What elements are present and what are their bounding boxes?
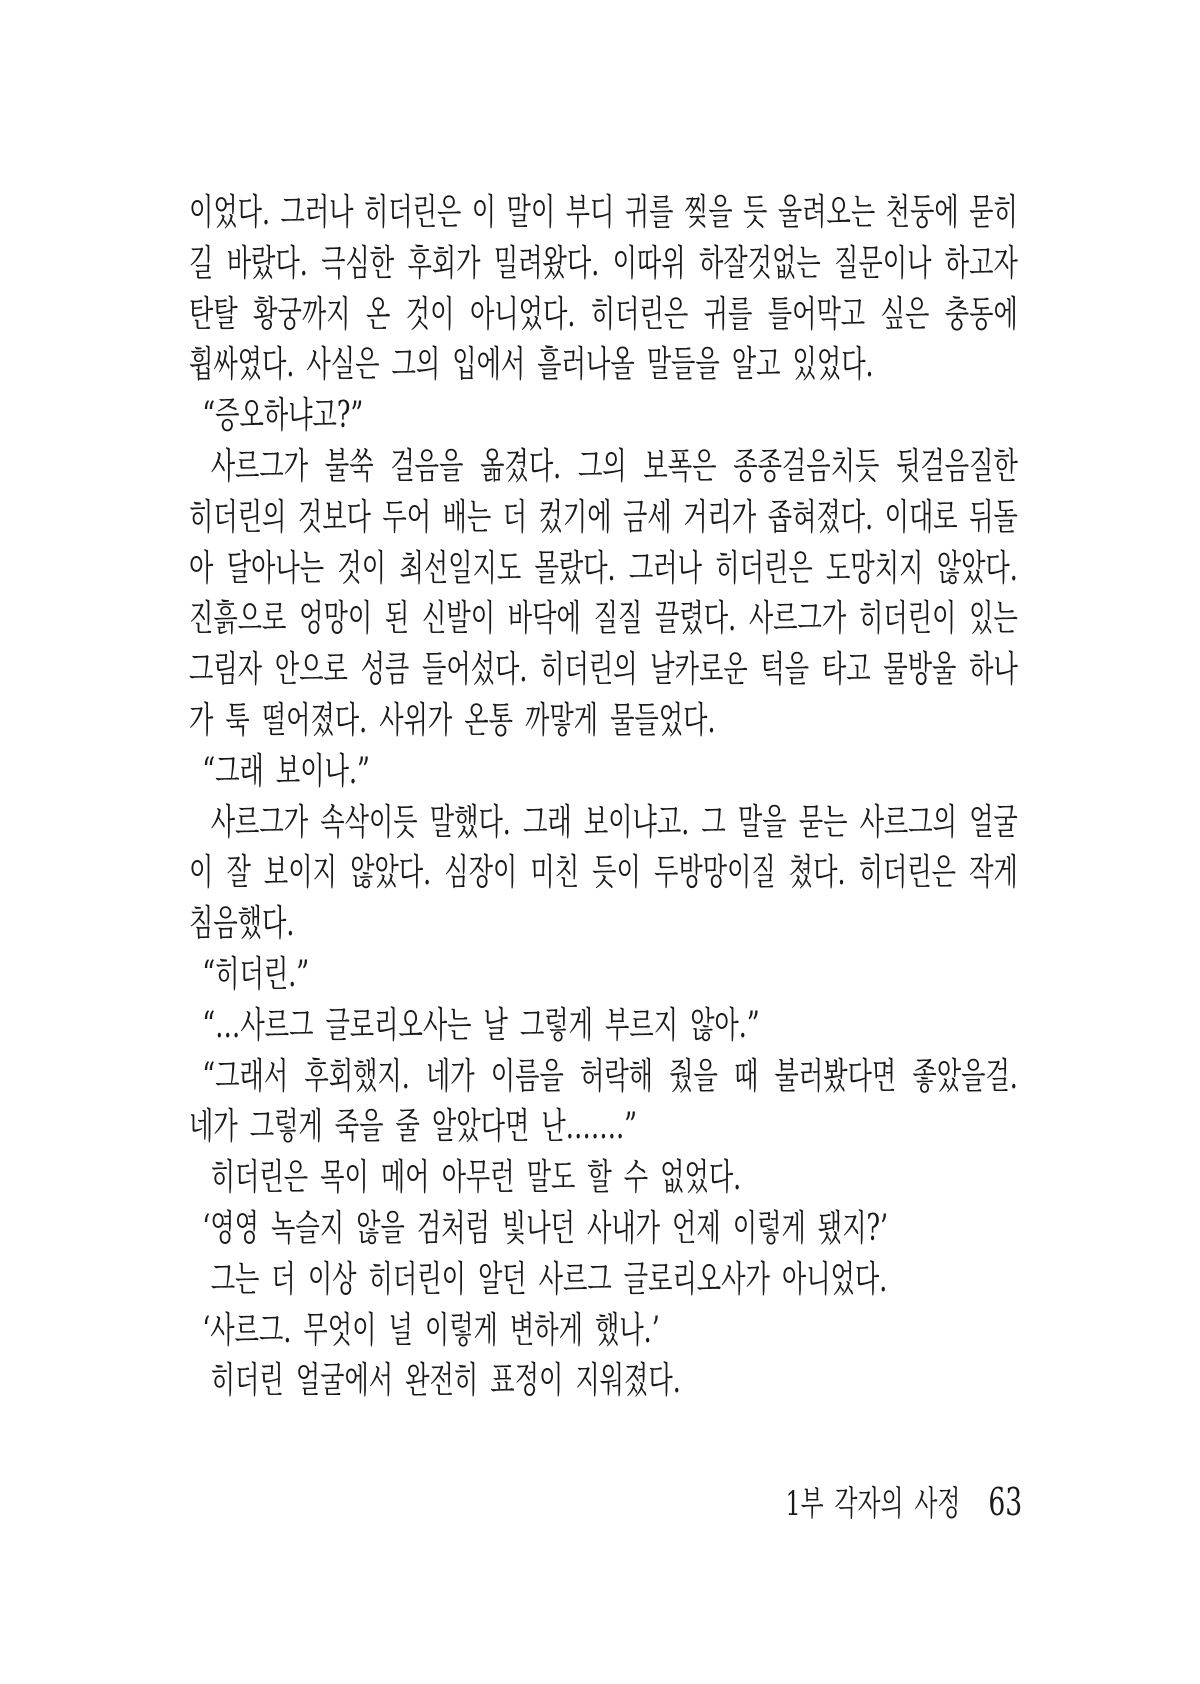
text-block [189,188,1018,1407]
text-line: 사르그가 불쑥 걸음을 옮겼다. 그의 보폭은 종종걸음치듯 뒷걸음질한 [210,445,1018,487]
text-line: 히더린은 목이 메어 아무런 말도 할 수 없었다. [210,1157,742,1199]
text-line: 이 잘 보이지 않았다. 심장이 미친 듯이 두방망이질 쳤다. 히더린은 작게 [189,852,1018,894]
text-line: 네가 그렇게 죽을 줄 알았다면 난…….” [189,1106,637,1148]
text-line: 아 달아나는 것이 최선일지도 몰랐다. 그러나 히더린은 도망치지 않았다. [189,547,1018,589]
text-line: 히더린 얼굴에서 완전히 표정이 지워졌다. [210,1360,681,1402]
text-line: “그래서 후회했지. 네가 이름을 허락해 줬을 때 불러봤다면 좋았을걸. [202,1055,1018,1097]
footer-page-number: 63 [988,1480,1022,1524]
text-line: “그래 보이나.” [202,750,370,792]
page-footer [785,1482,1022,1524]
text-line: ‘영영 녹슬지 않을 검처럼 빛나던 사내가 언제 이렇게 됐지?’ [202,1207,889,1249]
text-line: “…사르그 글로리오사는 날 그렇게 부르지 않아.” [202,1004,760,1046]
footer-section-title: 1부 각자의 사정 [785,1484,961,1524]
text-line: 탄탈 황궁까지 온 것이 아니었다. 히더린은 귀를 틀어막고 싶은 충동에 [189,293,1018,335]
text-line: 그림자 안으로 성큼 들어섰다. 히더린의 날카로운 턱을 타고 물방울 하나 [189,649,1018,691]
text-line: 길 바랐다. 극심한 후회가 밀려왔다. 이따위 하잘것없는 질문이나 하고자 [189,242,1018,284]
text-line: ‘사르그. 무엇이 널 이렇게 변하게 했나.’ [202,1309,660,1351]
text-line: “히더린.” [202,953,310,995]
text-line: 사르그가 속삭이듯 말했다. 그래 보이냐고. 그 말을 묻는 사르그의 얼굴 [210,801,1018,843]
text-line: 이었다. 그러나 히더린은 이 말이 부디 귀를 찢을 듯 울려오는 천둥에 묻히 [189,192,1018,233]
text-line: “증오하냐고?” [202,395,364,437]
text-line: 진흙으로 엉망이 된 신발이 바닥에 질질 끌렸다. 사르그가 히더린이 있는 [189,598,1018,640]
text-line: 그는 더 이상 히더린이 알던 사르그 글로리오사가 아니었다. [210,1258,888,1300]
text-line: 히더린의 것보다 두어 배는 더 컸기에 금세 거리가 좁혀졌다. 이대로 뒤돌 [189,496,1018,538]
text-line: 가 툭 떨어졌다. 사위가 온통 까맣게 물들었다. [189,699,716,741]
text-line: 침음했다. [189,903,295,945]
text-line: 휩싸였다. 사실은 그의 입에서 흘러나올 말들을 알고 있었다. [189,344,874,386]
